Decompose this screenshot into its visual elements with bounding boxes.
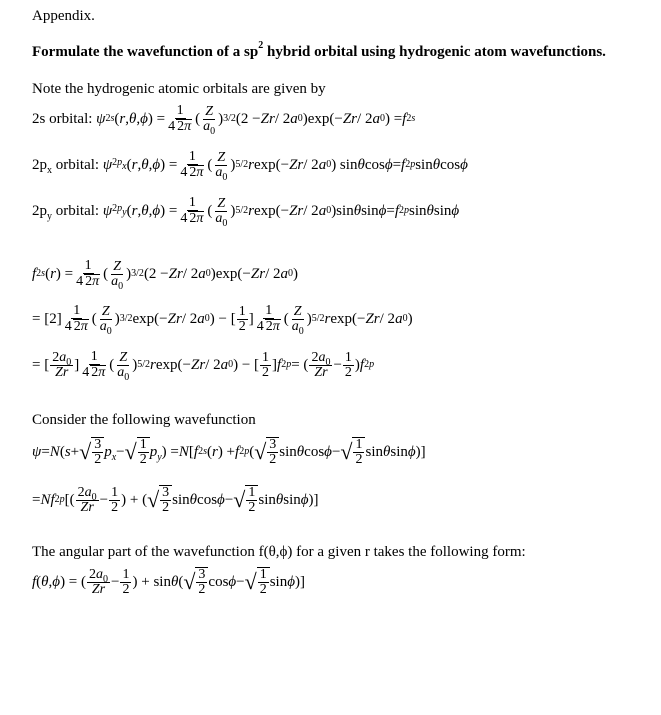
- equation-2px-orbital: $2p_x$ orbital: ψ $2p_x$ ( r , θ , ϕ ) = $\frac{1}{4 2\pi}$ ( $\frac{Z}{a_0}$ ) 5/2 r exp(− Zr / 2 a 0 ) sin θ cos ϕ = f 2p sin θ cos ϕ: [32, 149, 468, 183]
- note-text: Note the hydrogenic atomic orbitals are given by: [32, 81, 326, 97]
- equation-hybrid-wavefunction: ψ = N ( s + √ $\frac{3}{2}$ $p_x$ − √ $\frac{1}{2}$ $p_y$ ) = N [ f 2s ( r ) + f 2p ( √ $\frac{3}{2}$ sin θ cos ϕ − √ $\frac{1}{2}$ sin θ sin ϕ )]: [32, 437, 426, 467]
- consider-text: Consider the following wavefunction: [32, 412, 256, 428]
- problem-title: Formulate the wavefunction of a $sp^2$ hybrid orbital using hydrogenic atom wavefunctions.: [32, 40, 606, 60]
- label-2s: 2s orbital:: [32, 110, 93, 127]
- equation-2py-orbital: $2p_y$ orbital: ψ $2p_y$ ( r , θ , ϕ ) = $\frac{1}{4 2\pi}$ ( $\frac{Z}{a_0}$ ) 5/2 r exp(− Zr / 2 a 0 )sin θ sin ϕ = f 2p sin θ sin ϕ: [32, 195, 460, 229]
- equation-f2s-expansion: = [2] $\frac{1}{4 2\pi}$ ( $\frac{Z}{a_0}$ ) 3/2 exp(− Zr / 2 a 0 ) − [ $\frac{1}{2}$ ] $\frac{1}{4 2\pi}$ ( $\frac{Z}{a_0}$ ) 5/2 r exp(− Zr / 2 a 0 ): [32, 303, 413, 337]
- equation-f2s-definition: f 2s ( r ) = $\frac{1}{4 2\pi}$ ( $\frac{Z}{a_0}$ ) 3/2 (2 − Zr / 2 a 0 )exp(− Zr / 2 a 0 ): [32, 258, 298, 292]
- equation-2s-orbital: 2s orbital: ψ 2s ( r , θ , ϕ ) = $\frac{1}{4 2\pi}$ ( $\frac{Z}{a_0}$ ) 3/2 (2 − Zr / 2 a 0 )exp(− Zr / 2 a 0 ) = f 2s: [32, 103, 416, 137]
- equation-hybrid-expanded: = Nf 2p [( $\frac{2a_0}{Zr}$ − $\frac{1}{2}$ ) + ( √ $\frac{3}{2}$ sin θ cos ϕ − √ $\frac{1}{2}$ sin θ sin ϕ )]: [32, 484, 319, 515]
- appendix-heading: Appendix.: [32, 8, 95, 24]
- equation-f2s-result: = [ $\frac{2a_0}{Zr}$ ] $\frac{1}{4 2\pi}$ ( $\frac{Z}{a_0}$ ) 5/2 r exp(− Zr / 2 a 0 ) − [ $\frac{1}{2}$ ] f 2p = ( $\frac{2a_0}{Zr}$ − $\frac{1}{2}$ ) f 2p: [32, 349, 375, 383]
- angular-part-text: The angular part of the wavefunction f(θ,ϕ) for a given r takes the following form:: [32, 544, 526, 560]
- equation-angular-part: f ( θ , ϕ ) = ( $\frac{2a_0}{Zr}$ − $\frac{1}{2}$ ) + sin θ ( √ $\frac{3}{2}$ cos ϕ − √ $\frac{1}{2}$ sin ϕ )]: [32, 566, 305, 597]
